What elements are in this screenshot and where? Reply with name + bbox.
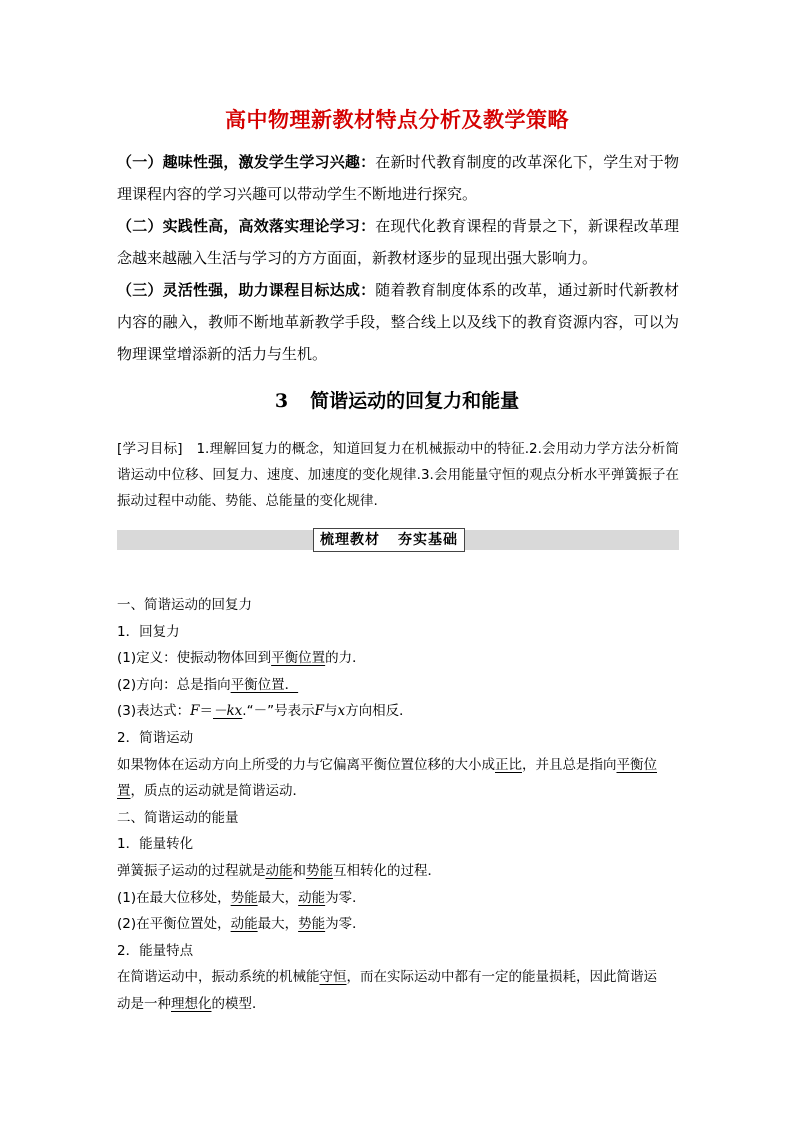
heading-energy: 二、简谐运动的能量 [117,809,239,826]
banner-label [313,528,465,552]
conversion-line: 弹簧振子运动的过程就是动能和势能互相转化的过程． [117,862,441,879]
learning-goals: [学习目标] 1.理解回复力的概念，知道回复力在机械振动中的特征.2.会用动力学方法分析简谐运动中位移、回复力、速度、加速度的变化规律.3.会用能量守恒的观点分析水平弹簧振子在振动过程中动能、势能、总能量的变化规律. [117,441,679,509]
subheading: 1．能量转化 [117,836,194,853]
subheading: 2．简谐运动 [117,729,194,746]
subheading: 2．能量特点 [117,942,194,959]
blank-answer: －kx [213,703,243,720]
section-number: 3 [274,390,289,412]
intro-heading: （一）趣味性强，激发学生学习兴趣： [117,153,376,171]
blank-answer: 势能 [230,889,258,906]
shm-definition: 如果物体在运动方向上所受的力与它偏离平衡位置位移的大小成正比，并且总是指向平衡位 置，质点的运动就是简谐运动． [117,756,657,800]
blank-answer: 势能 [306,862,333,879]
energy-feature: 在简谐运动中，振动系统的机械能守恒，而在实际运动中都有一定的能量损耗，因此简谐运 动是一种理想化的模型． [117,969,657,1012]
blank-answer: 置 [117,783,131,800]
heading-restoring-force: 一、简谐运动的回复力 [117,597,252,613]
content-body [117,592,679,1018]
intro-heading: （二）实践性高，高效落实理论学习： [117,217,376,235]
intro-paragraph [117,210,679,274]
max-displacement-line: (1)在最大位移处，势能最大，动能为零． [117,889,366,906]
direction-line: (2)方向：总是指向平衡位置． [117,676,299,693]
intro-text: 在新时代教育制度的改革深化下，学生对于物理课程内容的学习兴趣可以带动学生不断地进行探究。 [117,153,679,203]
blank-answer: 动能 [230,916,258,933]
equilibrium-line: (2)在平衡位置处，动能最大，势能为零． [117,916,366,933]
section-name: 简谐运动的回复力和能量 [310,390,520,412]
banner-left: 梳理教材 [320,532,380,548]
blank-answer: 势能 [298,916,326,933]
subheading: 1．回复力 [117,623,180,640]
blank-answer: 守恒 [319,969,347,986]
intro-text: 在现代化教育课程的背景之下，新课程改革理念越来越融入生活与学习的方方面面，新教材逐步的显现出强大影响力。 [117,217,679,267]
page-title: 高中物理新教材特点分析及教学策略 [225,108,569,132]
blank-answer: 平衡位 [616,756,657,773]
banner-right: 夯实基础 [398,532,458,548]
intro-heading: （三）灵活性强，助力课程目标达成： [117,281,376,299]
intro-paragraph [117,274,679,370]
blank-answer: 理想化 [171,995,212,1012]
intro-section [117,146,679,370]
definition-line: (1)定义：使振动物体回到平衡位置的力． [117,650,366,667]
blank-answer: 正比 [495,756,522,773]
blank-answer: 平衡位置 [271,650,326,667]
intro-paragraph [117,146,679,210]
blank-answer: 动能 [298,889,326,906]
blank-answer: 动能 [265,862,293,879]
expression-line: (3)表达式：F＝－kx.“－”号表示F与x方向相反． [117,703,413,720]
intro-text: 随着教育制度体系的改革，通过新时代新教材内容的融入，教师不断地革新教学手段，整合线上以及线下的教育资源内容，可以为物理课堂增添新的活力与生机。 [117,281,679,363]
blank-answer: 平衡位置． [230,676,299,693]
section-title [0,386,794,413]
